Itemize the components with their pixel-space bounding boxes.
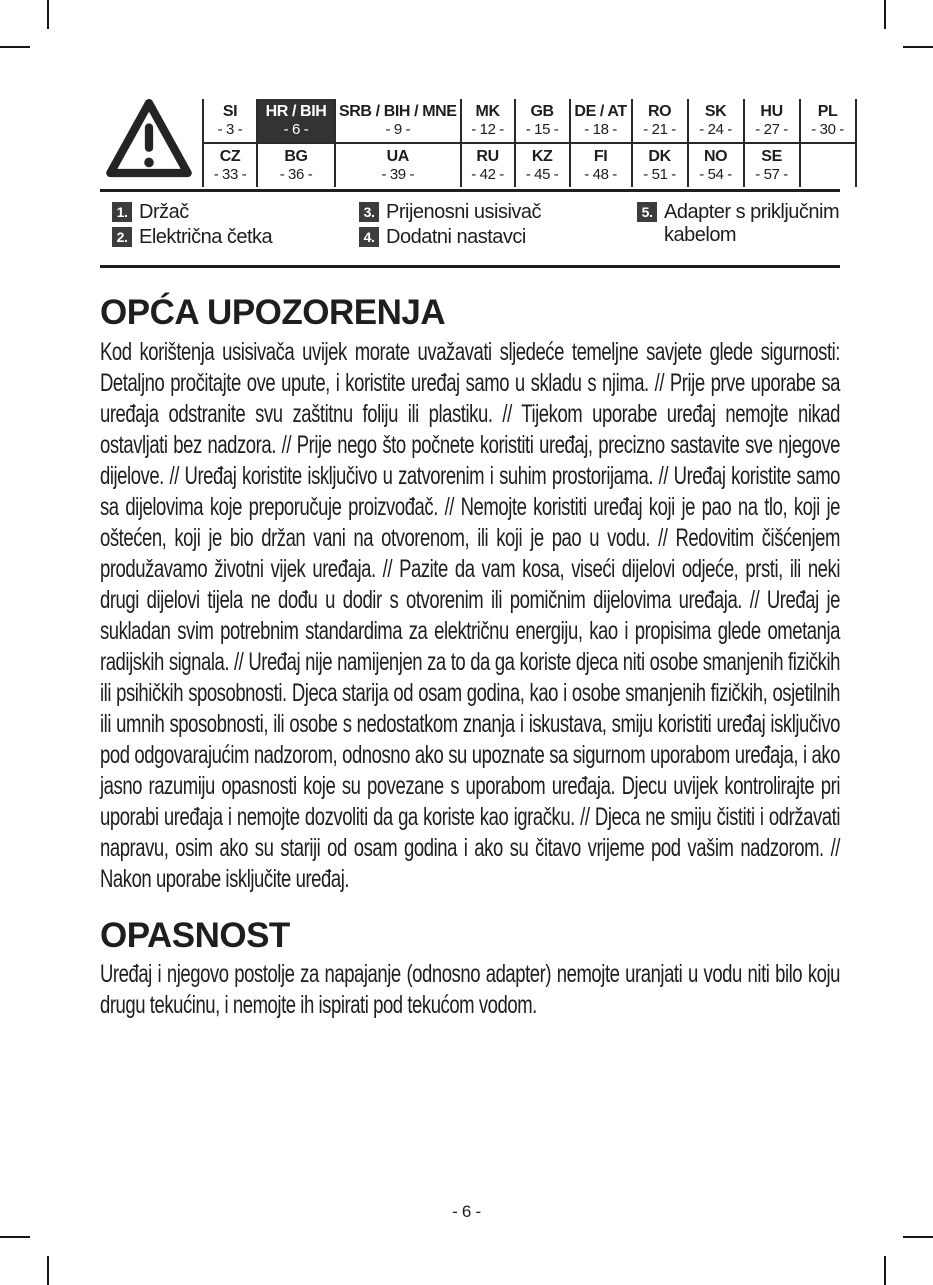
warning-triangle-icon bbox=[103, 95, 195, 183]
part-number-badge: 5. bbox=[637, 202, 657, 222]
lang-cell-pl: PL - 30 - bbox=[800, 99, 856, 143]
parts-column-3 bbox=[637, 201, 840, 265]
lang-cell-srb-bih-mne: SRB / BIH / MNE - 9 - bbox=[335, 99, 461, 143]
danger-paragraph: Uređaj i njegovo postolje za napajanje (odnosno adapter) nemojte uranjati u vodu niti bilo koju drugu tekućinu, i nemojte ih ispirati pod tekućom vodom. bbox=[100, 960, 840, 1019]
part-label: Električna četka bbox=[139, 226, 273, 248]
crop-mark bbox=[903, 1236, 933, 1238]
lang-cell-gb: GB - 15 - bbox=[515, 99, 570, 143]
lang-cell-hr-bih-active: HR / BIH - 6 - bbox=[257, 99, 335, 143]
lang-cell-fi: FI - 48 - bbox=[570, 143, 632, 187]
crop-mark bbox=[47, 1256, 49, 1285]
crop-mark bbox=[0, 46, 30, 48]
lang-cell-dk: DK - 51 - bbox=[632, 143, 688, 187]
crop-mark bbox=[903, 46, 933, 48]
lang-cell-ua: UA - 39 - bbox=[335, 143, 461, 187]
lang-cell-si: SI - 3 - bbox=[203, 99, 257, 143]
crop-mark bbox=[47, 0, 49, 29]
part-label: Adapter s priključnim kabelom bbox=[664, 201, 840, 246]
part-label: Držač bbox=[139, 201, 189, 223]
section-heading-general-warnings: OPĆA UPOZORENJA bbox=[100, 293, 446, 332]
page-number: - 6 - bbox=[452, 1202, 481, 1221]
lang-cell-sk: SK - 24 - bbox=[688, 99, 744, 143]
general-warnings-paragraph: Kod korištenja usisivača uvijek morate uvažavati sljedeće temeljne savjete glede sigurnosti: Detaljno pročitajte ove upute, i koristite uređaj samo u skladu s njima. // Prije prve uporabe sa uređaja odstranite svu zaštitnu foliju ili plastiku. // Tijekom uporabe uređaj nemojte nikad ostavljati bez nadzora. // Prije nego što počnete koristiti uređaj, precizno sastavite sve njegove dijelove. // Uređaj koristite isključivo u zatvorenim i suhim prostorijama. // Uređaj koristite samo sa dijelovima koje preporučuje proizvođač. // Nemojte koristiti uređaj koji je pao na tlo, koji je oštećen, koji je bio držan vani na otvorenom, ili koji je pao u vodu. // Redovitim čišćenjem produžavamo životni vijek uređaja. // Pazite da vam kosa, viseći dijelovi odjeće, prsti, ili neki drugi dijelovi tijela ne dođu u dodir s otvorenim ili pomičnim dijelovima uređaja. // Uređaj je sukladan svim potrebnim standardima za električnu energiju, kao i propisima glede ometanja radijskih signala. // Uređaj nije namijenjen za to da ga koriste djeca niti osobe smanjenih fizičkih ili psihičkih sposobnosti. Djeca starija od osam godina, kao i osobe smanjenih fizičkih, osjetilnih ili umnih sposobnosti, ili osobe s nedostatkom znanja i iskustava, smiju koristiti uređaj isključivo pod odgovarajućim nadzorom, odnosno ako su upoznate sa sigurnom uporabom uređaja, i ako jasno razumiju opasnosti koje su povezane s uporabom uređaja. Djecu uvijek kontrolirajte pri uporabi uređaja i nemojte dozvoliti da ga koriste kao igračku. // Djeca ne smiju čistiti i održavati napravu, osim ako su stariji od osam godina i ako su čitavo vrijeme pod vašim nadzorom. // Nakon uporabe isključite uređaj. bbox=[100, 338, 840, 893]
part-label: Prijenosni usisivač bbox=[386, 201, 542, 223]
list-item bbox=[359, 226, 637, 249]
list-item bbox=[637, 201, 840, 247]
crop-mark bbox=[884, 1256, 886, 1285]
part-label: Dodatni nastavci bbox=[386, 226, 526, 248]
section-heading-danger: OPASNOST bbox=[100, 916, 290, 955]
danger-text-block bbox=[100, 959, 840, 1021]
parts-column-1 bbox=[112, 201, 359, 265]
parts-legend bbox=[100, 189, 840, 268]
list-item bbox=[359, 201, 637, 224]
crop-mark bbox=[884, 0, 886, 29]
lang-cell-mk: MK - 12 - bbox=[461, 99, 515, 143]
lang-cell-kz: KZ - 45 - bbox=[515, 143, 570, 187]
lang-cell-ro: RO - 21 - bbox=[632, 99, 688, 143]
part-number-badge: 3. bbox=[359, 202, 379, 222]
language-page-table bbox=[202, 99, 857, 187]
part-number-badge: 2. bbox=[112, 227, 132, 247]
part-number-badge: 4. bbox=[359, 227, 379, 247]
main-content bbox=[100, 294, 840, 1021]
lang-cell-empty bbox=[800, 143, 856, 187]
parts-column-2 bbox=[359, 201, 637, 265]
lang-cell-se: SE - 57 - bbox=[744, 143, 800, 187]
crop-mark bbox=[0, 1236, 30, 1238]
general-warnings-text-block bbox=[100, 337, 840, 895]
part-number-badge: 1. bbox=[112, 202, 132, 222]
lang-cell-bg: BG - 36 - bbox=[257, 143, 335, 187]
list-item bbox=[112, 201, 359, 224]
lang-cell-no: NO - 54 - bbox=[688, 143, 744, 187]
list-item bbox=[112, 226, 359, 249]
lang-cell-hu: HU - 27 - bbox=[744, 99, 800, 143]
lang-cell-cz: CZ - 33 - bbox=[203, 143, 257, 187]
lang-cell-de-at: DE / AT - 18 - bbox=[570, 99, 632, 143]
lang-cell-ru: RU - 42 - bbox=[461, 143, 515, 187]
